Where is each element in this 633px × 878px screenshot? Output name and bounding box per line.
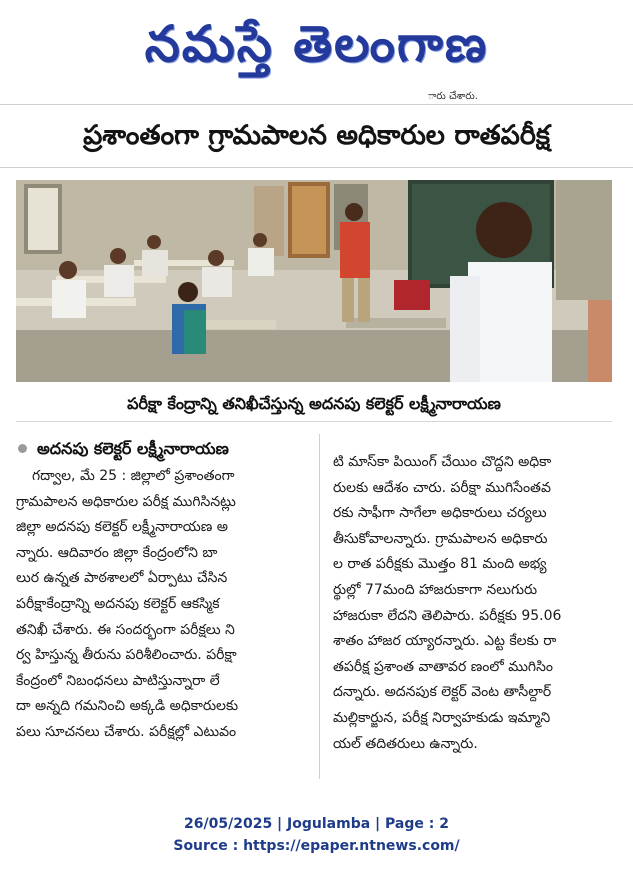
byline-text: అదనపు కలెక్టర్ లక్ష్మీనారాయణ xyxy=(37,439,229,458)
photo-caption: పరీక్షా కేంద్రాన్ని తనిఖీచేస్తున్న అదనపు కలెక్టర్ లక్ష్మీనారాయణ xyxy=(16,387,612,422)
article-headline: ప్రశాంతంగా గ్రామపాలన అధికారుల రాతపరీక్ష xyxy=(0,104,633,168)
body-line: కేంద్రంలో నిబంధనలు పాటిస్తున్నారా లే xyxy=(16,672,220,689)
body-line: తపరీక్ష ప్రశాంత వాతావర ణంలో ముగిసిం xyxy=(333,658,554,675)
body-line: న్నారు. ఆదివారం జిల్లా కేంద్రంలోని బా xyxy=(16,544,218,561)
body-line: లుర ఉన్నత పాఠశాలలో ఏర్పాటు చేసిన xyxy=(16,570,228,587)
masthead-logo: నమస్తే తెలంగాణ xyxy=(144,15,489,73)
body-line: హాజరుకా లేదని తెలిపారు. పరీక్షకు 95.06 xyxy=(333,607,562,624)
source-link[interactable]: Source : https://epaper.ntnews.com/ xyxy=(173,838,460,854)
body-line: ల రాత పరీక్షకు మొత్తం 81 మంది అభ్య xyxy=(333,556,547,573)
bullet-icon xyxy=(18,444,27,453)
body-line: జిల్లా అదనపు కలెక్టర్ లక్ష్మీనారాయణ అ xyxy=(16,519,228,536)
body-line: ర్థుల్లో 77మంది హాజరుకాగా నలుగురు xyxy=(333,581,538,598)
body-line: శాతం హాజర య్యారన్నారు. ఎట్ట కేలకు రా xyxy=(333,633,557,650)
article-left-column xyxy=(16,434,314,779)
body-line: ర్వ హిస్తున్న తీరును పరిశీలించారు. పరీక్షా xyxy=(16,647,237,664)
body-line: రులకు ఆదేశం చారు. పరీక్షా ముగిసేంతవ xyxy=(333,479,551,496)
byline xyxy=(16,434,314,464)
body-line: గద్వాల, మే 25 : జిల్లాలో ప్రశాంతంగా xyxy=(32,468,235,484)
body-line: తీసుకోవాలన్నారు. గ్రామపాలన అధికారు xyxy=(333,530,548,547)
body-line: రకు సాఫీగా సాగేలా అధికారులు చర్యలు xyxy=(333,505,547,522)
cut-off-text-right: ారు చేశారు. xyxy=(428,91,478,102)
body-line: పరీక్షాకేంద్రాన్ని అదనపు కలెక్టర్ ఆకస్మిక xyxy=(16,595,220,612)
body-line: దన్నారు. అదనపుక లెక్టర్ వెంట తాసీల్దార్ xyxy=(333,684,552,701)
body-line: దా అన్నది గమనించి అక్కడి అధికారులకు xyxy=(16,698,239,715)
edition-info: 26/05/2025 | Jogulamba | Page : 2 xyxy=(184,816,449,832)
news-photo xyxy=(16,180,612,382)
body-line: గ్రామపాలన అధికారుల పరీక్ష ముగిసినట్లు xyxy=(16,493,236,510)
body-line: తనిఖీ చేశారు. ఈ సందర్భంగా పరీక్షలు ని xyxy=(16,621,235,638)
body-line: మల్లికార్జున, పరీక్ష నిర్వాహకుడు ఇమ్మాని xyxy=(333,709,551,726)
cut-off-previous-article xyxy=(60,90,580,102)
body-line: పలు సూచనలు చేశారు. పరీక్షల్లో ఎటువం xyxy=(16,723,237,740)
column-divider xyxy=(319,434,320,779)
article-right-column xyxy=(333,450,617,780)
body-line: యల్ తదితరులు ఉన్నారు. xyxy=(333,735,478,752)
body-line: టి మాస్‌కా పియింగ్ చేయిం చొద్దని అధికా xyxy=(333,454,552,470)
